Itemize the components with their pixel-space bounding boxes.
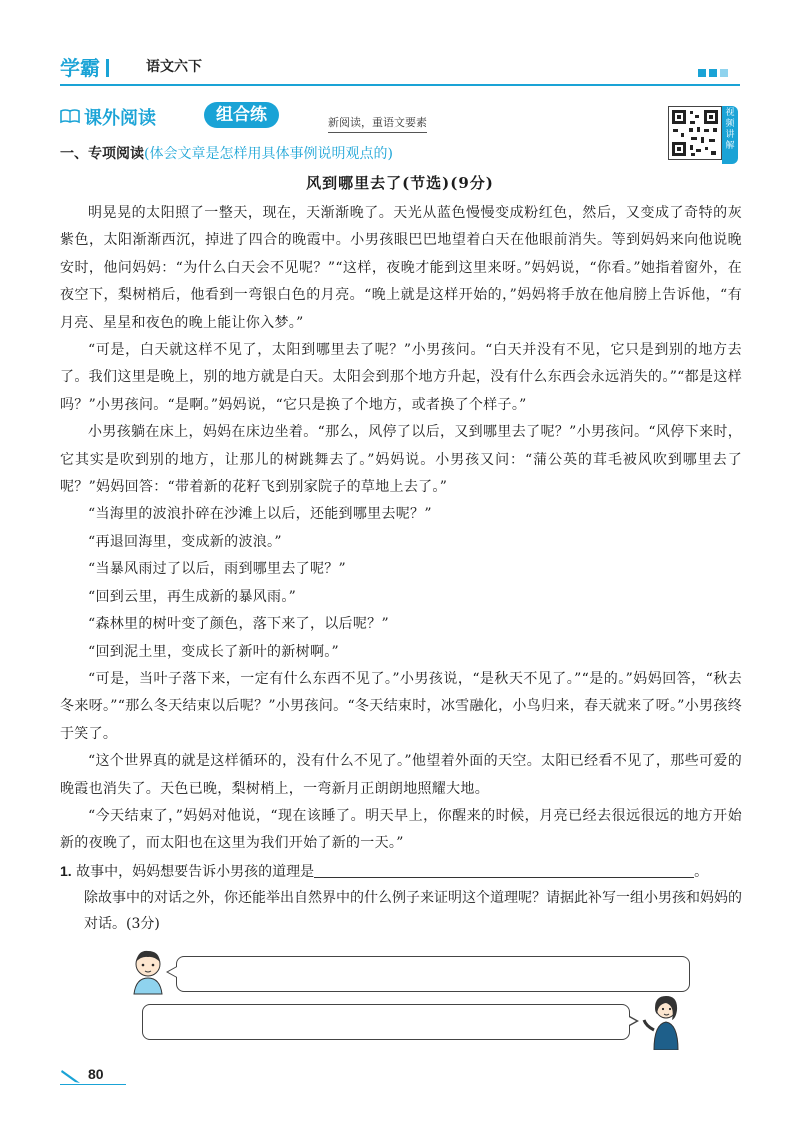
paragraph: “回到泥土里，变成长了新叶的新树啊。” xyxy=(88,643,340,660)
header-divider xyxy=(60,84,740,86)
page-header xyxy=(60,52,740,82)
mom-speech-bubble[interactable] xyxy=(142,1004,630,1040)
bubble-tail-inner xyxy=(168,967,177,977)
passage-title: 风到哪里去了(节选)(9分) xyxy=(306,174,494,192)
mother-illustration xyxy=(642,992,690,1050)
part-hint: (体会文章是怎样用具体事例说明观点的) xyxy=(144,146,393,162)
qr-code[interactable] xyxy=(668,106,722,160)
part-heading xyxy=(60,143,393,163)
paragraph: 小男孩躺在床上，妈妈在床边坐着。“那么，风停了以后，又到哪里去了呢？”小男孩问。“风停下来时，它其实是吹到别的地方，让那儿的树跳舞去了。”妈妈说。小男孩又问：“蒲公英的茸毛被风吹到哪里去了呢？”妈妈回答：“带着新的花籽飞到别家院子的草地上去了。” xyxy=(60,424,742,496)
question-1 xyxy=(60,858,742,937)
boy-illustration xyxy=(128,944,168,996)
paragraph: 明晃晃的太阳照了一整天，现在，天渐渐晚了。天光从蓝色慢慢变成粉红色，然后，又变成了奇特的灰紫色，太阳渐渐西沉，掉进了四合的晚霞中。小男孩眼巴巴地望着白天在他眼前消失。等到妈妈来向他说晚安时，他问妈妈：“为什么白天会不见呢？”“这样，夜晚才能到这里来呀。”妈妈说，“你看。”她指着窗外，在夜空下，梨树梢后，他看到一弯银白色的月亮。“晚上就是这样开始的，”妈妈将手放在他肩膀上告诉他，“有月亮、星星和夜色的晚上能让你入梦。” xyxy=(60,205,742,331)
paragraph: “再退回海里，变成新的波浪。” xyxy=(88,533,282,550)
paragraph: “当海里的波浪扑碎在沙滩上以后，还能到哪里去呢？” xyxy=(88,506,432,523)
book-icon xyxy=(60,108,80,124)
paragraph: “森林里的树叶变了颜色，落下来了，以后呢？” xyxy=(88,616,389,633)
subject-label: 语文六下 xyxy=(146,59,202,75)
boy-speech-bubble[interactable] xyxy=(176,956,690,992)
part-label: 一、专项阅读 xyxy=(60,146,144,162)
header-decoration xyxy=(695,62,728,81)
answer-blank[interactable] xyxy=(314,861,694,878)
bubble-tail-inner xyxy=(627,1016,636,1026)
paragraph: “当暴风雨过了以后，雨到哪里去了呢？” xyxy=(88,561,347,578)
passage-body xyxy=(60,200,742,858)
video-explain-tag[interactable]: 视频讲解 xyxy=(722,106,738,164)
question-end: 。 xyxy=(694,864,709,880)
brand-logo: 学霸 xyxy=(60,52,115,81)
question-number: 1. xyxy=(60,863,72,879)
paragraph: “这个世界真的就是这样循环的，没有什么不见了。”他望着外面的天空。太阳已经看不见了，那些可爱的晚霞也消失了。天色已晚，梨树梢上，一弯新月正朗朗地照耀大地。 xyxy=(60,753,742,797)
pencil-icon xyxy=(60,1068,82,1084)
section-note: 新阅读，重语文要素 xyxy=(328,114,427,133)
paragraph: “今天结束了，”妈妈对他说，“现在该睡了。明天早上，你醒来的时候，月亮已经去很远很远的地方开始新的夜晚了，而太阳也在这里为我们开始了新的一天。” xyxy=(60,807,742,852)
paragraph: “可是，白天就这样不见了，太阳到哪里去了呢？”小男孩问。“白天并没有不见，它只是到别的地方去了。我们这里是晚上，别的地方就是白天。太阳会到那个地方升起，没有什么东西会永远消失的。”“都是这样吗？”小男孩问。“是啊。”妈妈说，“它只是换了个地方，或者换了个样子。” xyxy=(60,342,742,413)
paragraph: “回到云里，再生成新的暴风雨。” xyxy=(88,588,297,605)
paragraph: “可是，当叶子落下来，一定有什么东西不见了。”小男孩说，“是秋天不见了。”“是的。”妈妈回答，“秋去冬来呀。”“那么冬天结束以后呢？”小男孩问。“冬天结束时，冰雪融化，小鸟归来，春天就来了呀。”小男孩终于笑了。 xyxy=(60,670,742,742)
question-follow-up: 除故事中的对话之外，你还能举出自然界中的什么例子来证明这个道理呢？请据此补写一组小男孩和妈妈的对话。(3分) xyxy=(84,890,742,932)
footer-underline xyxy=(60,1084,126,1085)
question-stem: 故事中，妈妈想要告诉小男孩的道理是 xyxy=(76,864,315,880)
page-number: 80 xyxy=(88,1066,104,1082)
section-title: 课外阅读 xyxy=(84,108,156,129)
section-tag: 组合练 xyxy=(204,102,279,128)
